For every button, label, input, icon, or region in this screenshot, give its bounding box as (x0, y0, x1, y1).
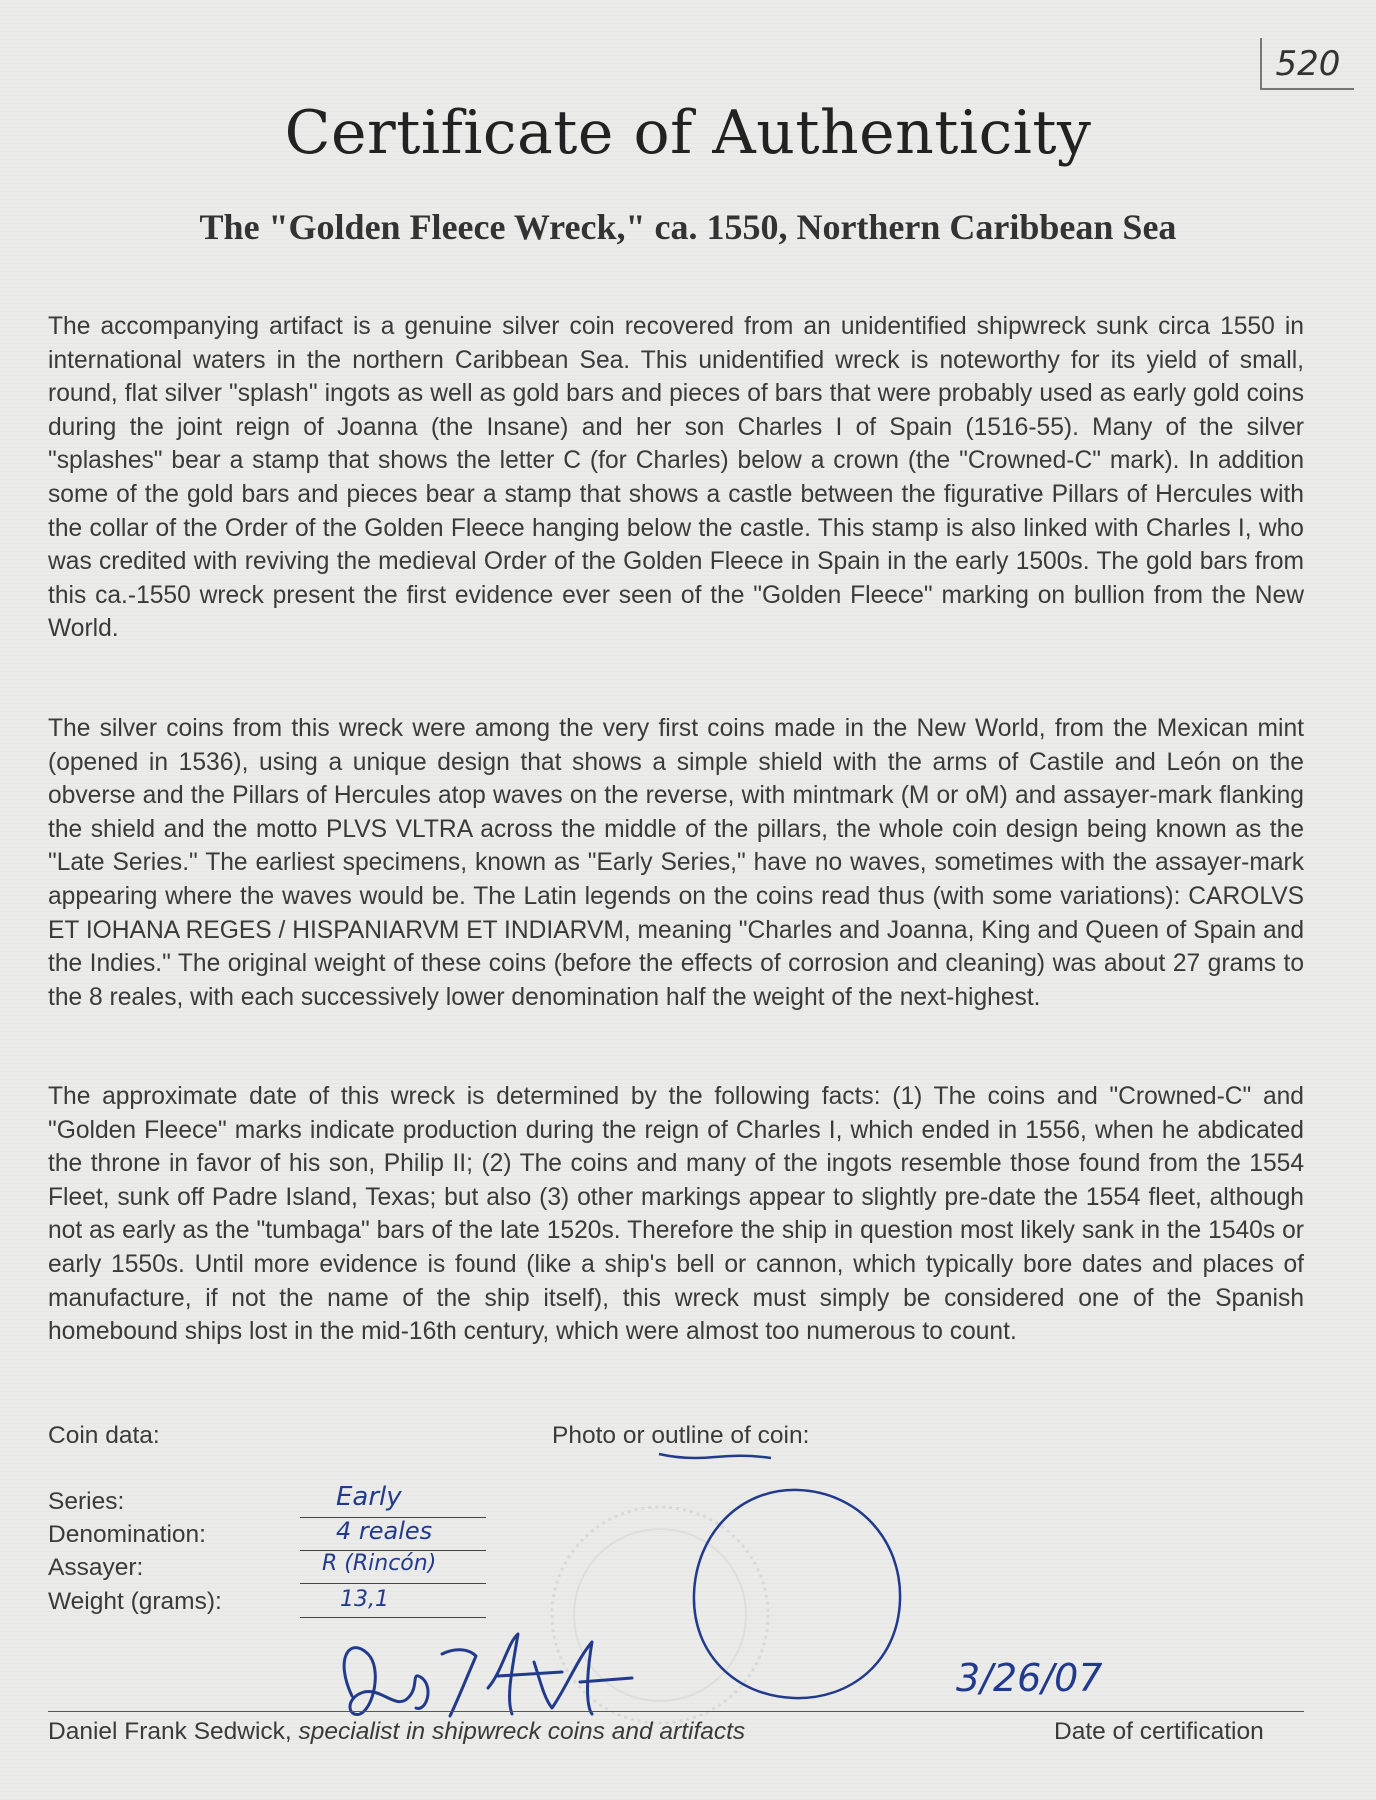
signer-block (48, 1718, 745, 1746)
coin-outline (680, 1482, 920, 1712)
certification-date: 3/26/07 (956, 1656, 1103, 1700)
certificate-subtitle: The "Golden Fleece Wreck," ca. 1550, Northern Caribbean Sea (199, 207, 1177, 247)
body-paragraph-1: The accompanying artifact is a genuine silver coin recovered from an unidentified shipwreck sunk circa 1550 in international waters in the northern Caribbean Sea. This unidentified wreck is noteworthy for its yield of small, round, flat silver "splash" ingots as well as gold bars and pieces of bars that were probably used as early gold coins during the joint reign of Joanna (the Insane) and her son Charles I of Spain (1516-55). Many of the silver "splashes" bear a stamp that shows the letter C (for Charles) below a crown (the "Crowned-C" mark). In addition some of the gold bars and pieces bear a stamp that shows a castle between the figurative Pillars of Hercules with the collar of the Order of the Golden Fleece hanging below the castle. This stamp is also linked with Charles I, who was credited with reviving the medieval Order of the Golden Fleece in Spain in the early 1500s. The gold bars from this ca.-1550 wreck present the first evidence ever seen of the "Golden Fleece" marking on bullion from the New World. (48, 313, 1304, 643)
weight-value: 13,1 (340, 1587, 389, 1612)
photo-label: Photo or outline of coin: (552, 1422, 810, 1449)
denomination-label: Denomination: (48, 1521, 206, 1548)
assayer-label: Assayer: (48, 1554, 144, 1581)
denomination-value: 4 reales (336, 1517, 433, 1545)
assayer-value: R (Rincón) (322, 1551, 437, 1576)
series-value: Early (336, 1482, 402, 1512)
series-label: Series: (48, 1488, 125, 1515)
page-number: 520 (1260, 38, 1354, 90)
coin-data-heading: Coin data: (48, 1422, 160, 1449)
certificate-title: Certificate of Authenticity (284, 98, 1092, 168)
underline-mark (655, 1448, 775, 1462)
footer-rule (48, 1711, 1304, 1712)
assayer-line (300, 1583, 486, 1584)
date-label: Date of certification (1054, 1718, 1264, 1745)
signer-title: specialist in shipwreck coins and artifacts (298, 1718, 746, 1745)
body-paragraph-2: The silver coins from this wreck were among the very first coins made in the New World, from the Mexican mint (opened in 1536), using a unique design that shows a simple shield with the arms of Castile and León on the obverse and the Pillars of Hercules atop waves on the reverse, with mintmark (M or oM) and assayer-mark flanking the shield and the motto PLVS VLTRA across the middle of the pillars, the whole coin design being known as the "Late Series." The earliest specimens, known as "Early Series," have no waves, sometimes with the assayer-mark appearing where the waves would be. The Latin legends on the coins read thus (with some variations): CAROLVS ET IOHANA REGES / HISPANIARVM ET INDIARVM, meaning "Charles and Joanna, King and Queen of Spain and the Indies." The original weight of these coins (before the effects of corrosion and cleaning) was about 27 grams to the 8 reales, with each successively lower denomination half the weight of the next-highest. (48, 715, 1304, 1011)
weight-label: Weight (grams): (48, 1588, 222, 1615)
body-paragraph-3: The approximate date of this wreck is determined by the following facts: (1) The coins and "Crowned-C" and "Golden Fleece" marks indicate production during the reign of Charles I, which ended in 1556, when he abdicated the throne in favor of his son, Philip II; (2) The coins and many of the ingots resemble those found from the 1554 Fleet, sunk off Padre Island, Texas; but also (3) other markings appear to slightly pre-date the 1554 fleet, although not as early as the "tumbaga" bars of the late 1520s. Therefore the ship in question most likely sank in the 1540s or early 1550s. Until more evidence is found (like a ship's bell or cannon, which typically bore dates and places of manufacture, if not the name of the ship itself), this wreck must simply be considered one of the Spanish homebound ships lost in the mid-16th century, which were almost too numerous to count. (48, 1083, 1304, 1346)
series-line (300, 1517, 486, 1518)
denomination-line (300, 1550, 486, 1551)
signer-name: Daniel Frank Sedwick, (48, 1718, 292, 1745)
